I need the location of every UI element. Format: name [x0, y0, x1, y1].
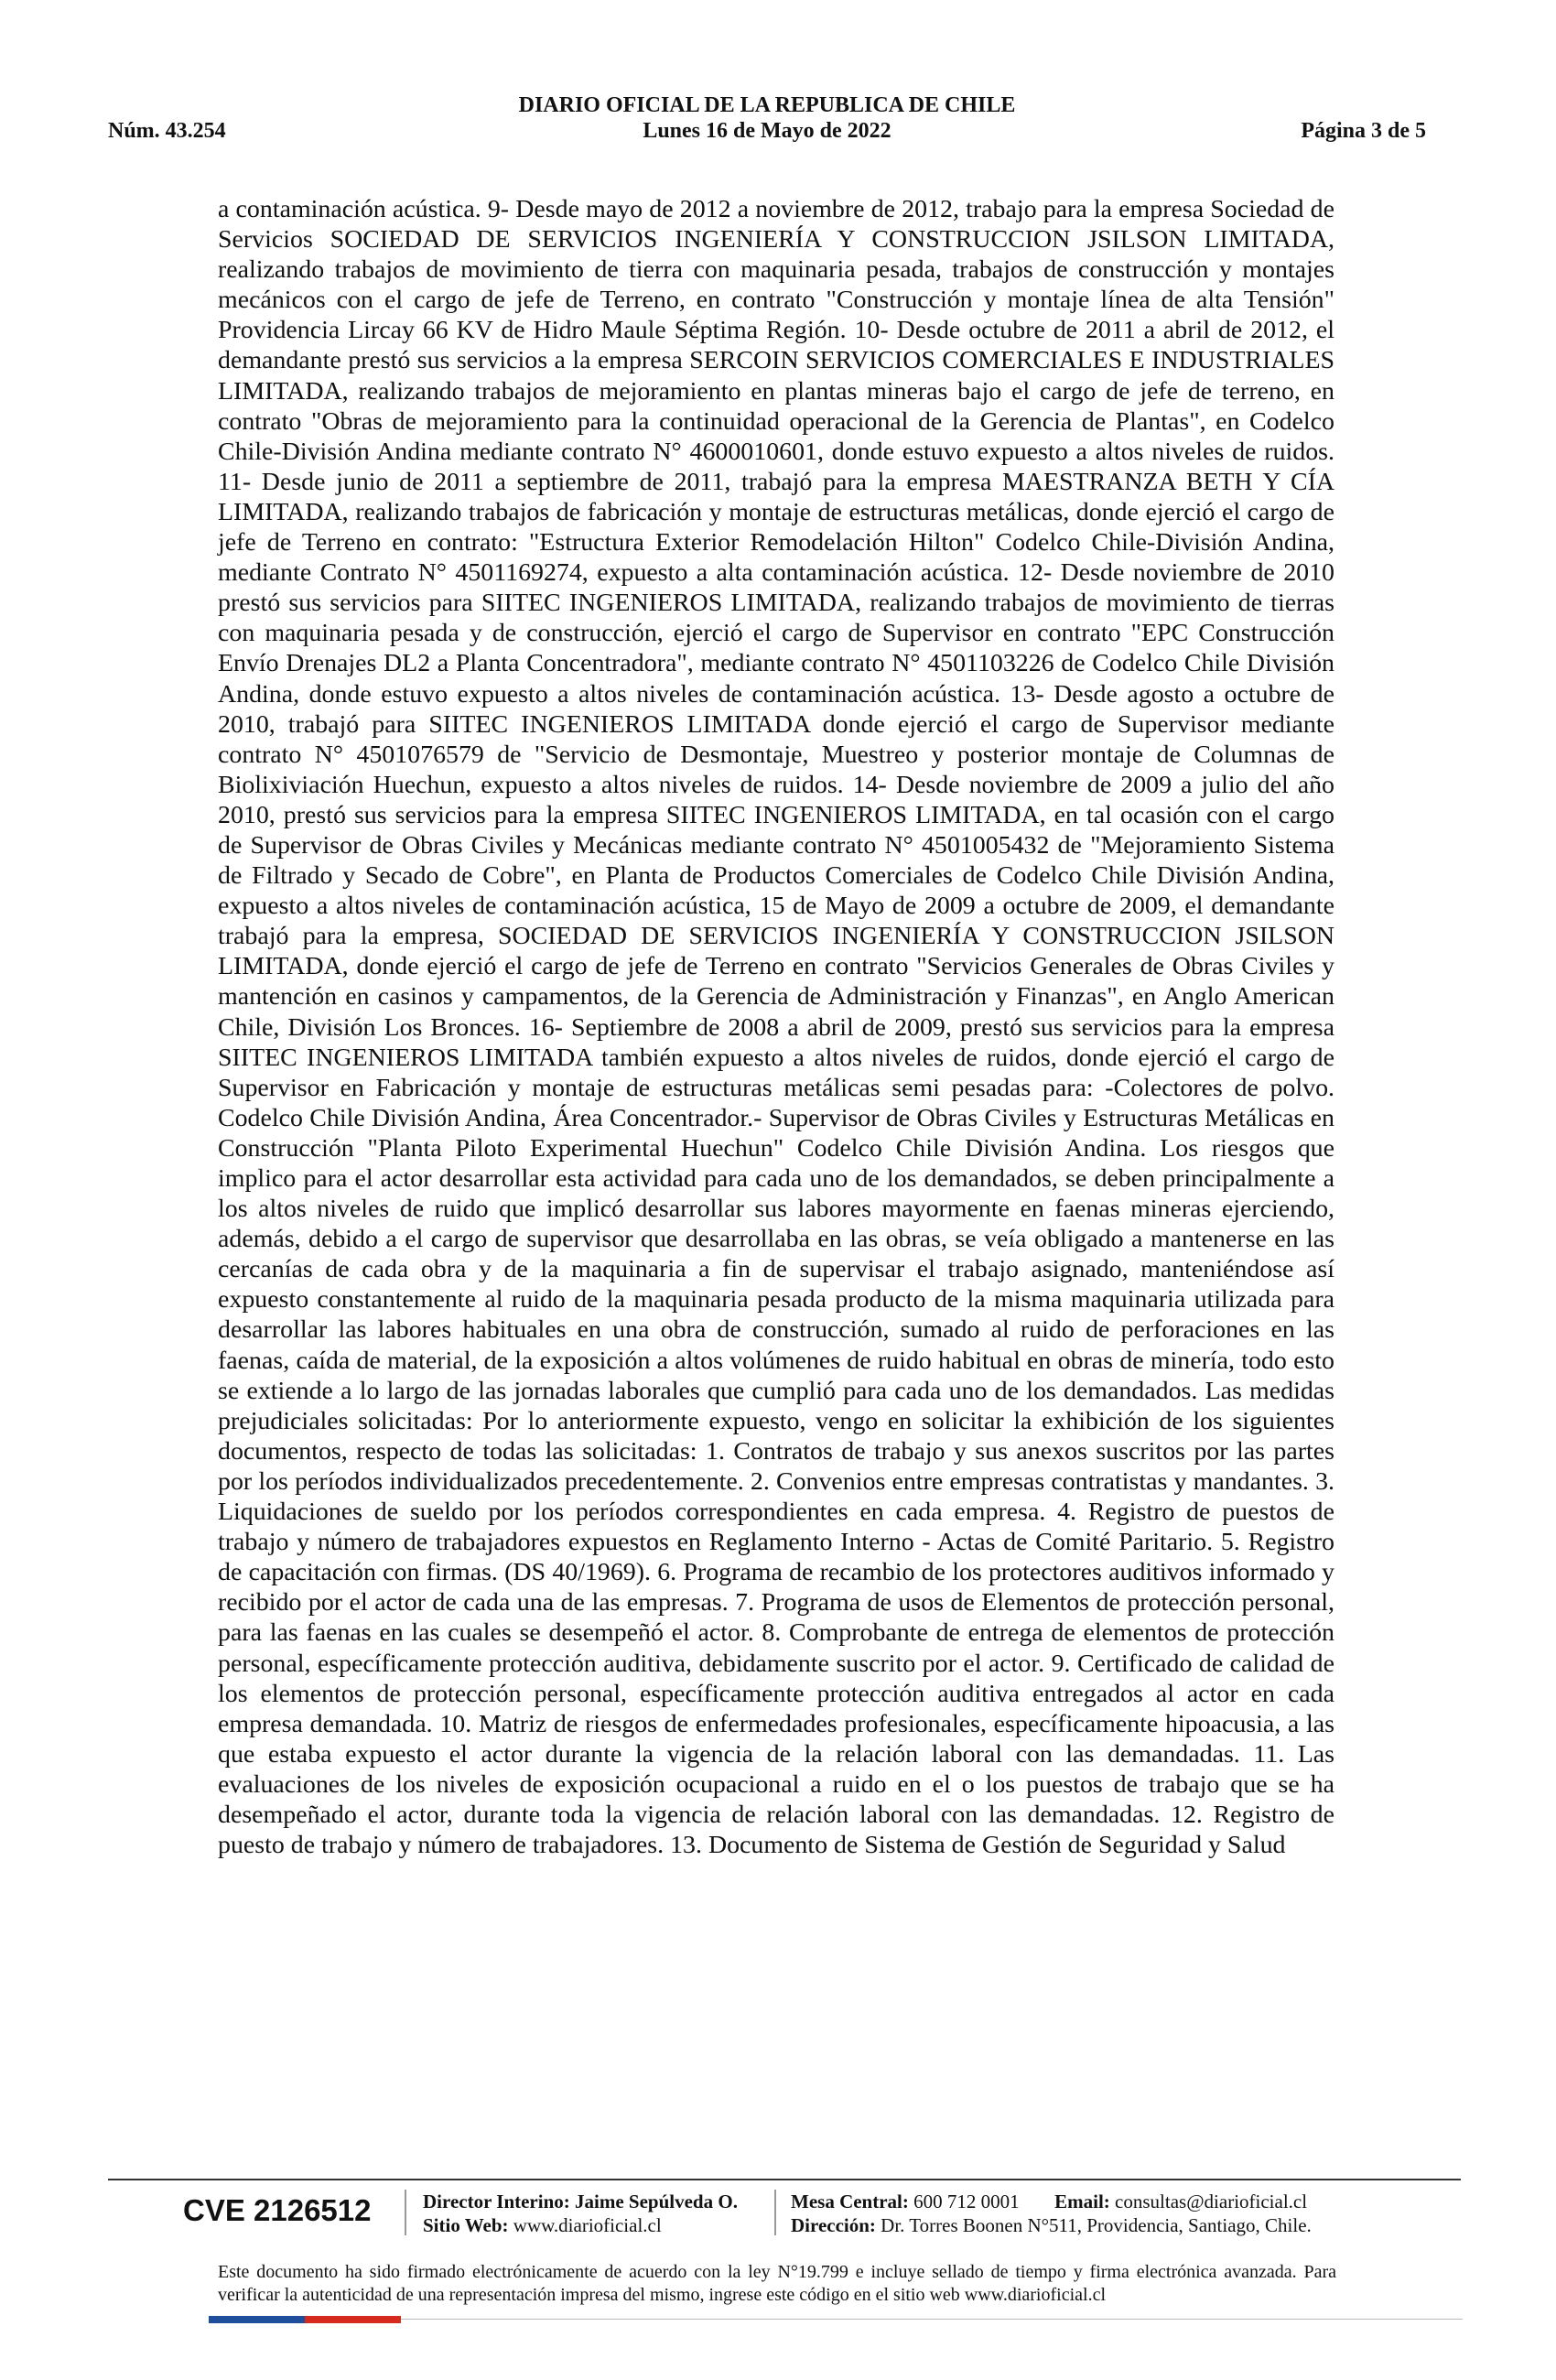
page-footer	[183, 2190, 1464, 2237]
email-label: Email:	[1054, 2191, 1110, 2212]
body-paragraph: a contaminación acústica. 9- Desde mayo de 2012 a noviembre de 2012, trabajo para la empresa Sociedad de Servicios SOCIEDAD DE SERVICIOS INGENIERÍA Y CONSTRUCCION JSILSON LIMITADA, realizando trabajos de movimiento de tierra con maquinaria pesada, trabajos de construcción y montajes mecánicos con el cargo de jefe de Terreno, en contrato "Construcción y montaje línea de alta Tensión" Providencia Lircay 66 KV de Hidro Maule Séptima Región. 10- Desde octubre de 2011 a abril de 2012, el demandante prestó sus servicios a la empresa SERCOIN SERVICIOS COMERCIALES E INDUSTRIALES LIMITADA, realizando trabajos de mejoramiento en plantas mineras bajo el cargo de jefe de terreno, en contrato "Obras de mejoramiento para la continuidad operacional de la Gerencia de Plantas", en Codelco Chile-División Andina mediante contrato N° 4600010601, donde estuvo expuesto a altos niveles de ruidos. 11- Desde junio de 2011 a septiembre de 2011, trabajó para la empresa MAESTRANZA BETH Y CÍA LIMITADA, realizando trabajos de fabricación y montaje de estructuras metálicas, donde ejerció el cargo de jefe de Terreno en contrato: "Estructura Exterior Remodelación Hilton" Codelco Chile-División Andina, mediante Contrato N° 4501169274, expuesto a alta contaminación acústica. 12- Desde noviembre de 2010 prestó sus servicios para SIITEC INGENIEROS LIMITADA, realizando trabajos de movimiento de tierras con maquinaria pesada y de construcción, ejerció el cargo de Supervisor en contrato "EPC Construcción Envío Drenajes DL2 a Planta Concentradora", mediante contrato N° 4501103226 de Codelco Chile División Andina, donde estuvo expuesto a altos niveles de contaminación acústica. 13- Desde agosto a octubre de 2010, trabajó para SIITEC INGENIEROS LIMITADA donde ejerció el cargo de Supervisor mediante contrato N° 4501076579 de "Servicio de Desmontaje, Muestreo y posterior montaje de Columnas de Biolixiviación Huechun, expuesto a altos niveles de ruidos. 14- Desde noviembre de 2009 a julio del año 2010, prestó sus servicios para la empresa SIITEC INGENIEROS LIMITADA, en tal ocasión con el cargo de Supervisor de Obras Civiles y Mecánicas mediante contrato N° 4501005432 de "Mejoramiento Sistema de Filtrado y Secado de Cobre", en Planta de Productos Comerciales de Codelco Chile División Andina, expuesto a altos niveles de contaminación acústica, 15 de Mayo de 2009 a octubre de 2009, el demandante trabajó para la empresa, SOCIEDAD DE SERVICIOS INGENIERÍA Y CONSTRUCCION JSILSON LIMITADA, donde ejerció el cargo de jefe de Terreno en contrato "Servicios Generales de Obras Civiles y mantención en casinos y campamentos, de la Gerencia de Administración y Finanzas", en Anglo American Chile, División Los Bronces. 16- Septiembre de 2008 a abril de 2009, prestó sus servicios para la empresa SIITEC INGENIEROS LIMITADA también expuesto a altos niveles de ruidos, donde ejerció el cargo de Supervisor en Fabricación y montaje de estructuras metálicas semi pesadas para: -Colectores de polvo. Codelco Chile División Andina, Área Concentrador.- Supervisor de Obras Civiles y Estructuras Metálicas en Construcción "Planta Piloto Experimental Huechun" Codelco Chile División Andina. Los riesgos que implico para el actor desarrollar esta actividad para cada uno de los demandados, se deben principalmente a los altos niveles de ruido que implicó desarrollar sus labores mayormente en faenas mineras ejerciendo, además, debido a el cargo de supervisor que desarrollaba en las obras, se veía obligado a mantenerse en las cercanías de cada obra y de la maquinaria a fin de supervisar el trabajo asignado, manteniéndose así expuesto constantemente al ruido de la maquinaria pesada producto de la misma maquinaria utilizada para desarrollar las labores habituales en una obra de construcción, sumado al ruido de perforaciones en las faenas, caída de material, de la exposición a altos volúmenes de ruido habitual en obras de minería, todo esto se extiende a lo largo de las jornadas laborales que cumplió para cada uno de los demandados. Las medidas prejudiciales solicitadas: Por lo anteriormente expuesto, vengo en solicitar la exhibición de los siguientes documentos, respecto de todas las solicitadas: 1. Contratos de trabajo y sus anexos suscritos por las partes por los períodos individualizados precedentemente. 2. Convenios entre empresas contratistas y mandantes. 3. Liquidaciones de sueldo por los períodos correspondientes en cada empresa. 4. Registro de puestos de trabajo y número de trabajadores expuestos en Reglamento Interno - Actas de Comité Paritario. 5. Registro de capacitación con firmas. (DS 40/1969). 6. Programa de recambio de los protectores auditivos informado y recibido por el actor de cada una de las empresas. 7. Programa de usos de Elementos de protección personal, para las faenas en las cuales se desempeñó el actor. 8. Comprobante de entrega de elementos de protección personal, específicamente protección auditiva, debidamente suscrito por el actor. 9. Certificado de calidad de los elementos de protección personal, específicamente protección auditiva entregados al actor en cada empresa demandada. 10. Matriz de riesgos de enfermedades profesionales, específicamente hipoacusia, a las que estaba expuesto el actor durante la vigencia de la relación laboral con las demandadas. 11. Las evaluaciones de los niveles de exposición ocupacional a ruido en el o los puestos de trabajo que se ha desempeñado el actor, durante toda la vigencia de relación laboral con las demandadas. 12. Registro de puesto de trabajo y número de trabajadores. 13. Documento de Sistema de Gestión de Seguridad y Salud	[218, 195, 1334, 1860]
address-label: Dirección:	[791, 2214, 876, 2236]
page-number: Página 3 de 5	[1301, 119, 1426, 143]
publication-title: DIARIO OFICIAL DE LA REPUBLICA DE CHILE	[518, 93, 1016, 117]
cve-code: CVE 2126512	[183, 2193, 372, 2227]
email-link[interactable]: consultas@diarioficial.cl	[1115, 2191, 1308, 2212]
footer-director-block	[423, 2190, 738, 2237]
director-label: Director Interino:	[423, 2191, 570, 2212]
signature-notice: Este documento ha sido firmado electrónicamente de acuerdo con la ley N°19.799 e incluye sellado de tiempo y firma electrónica avanzada. Para verificar la autenticidad de una representación impresa del mismo, ingrese este código en el sitio web www.diarioficial.cl	[218, 2262, 1336, 2305]
issue-date: Lunes 16 de Mayo de 2022	[643, 119, 891, 143]
address-line	[791, 2213, 1312, 2237]
mesa-phone: 600 712 0001	[913, 2191, 1020, 2212]
footer-separator	[774, 2190, 776, 2235]
page-header	[108, 92, 1426, 156]
address-value: Dr. Torres Boonen N°511, Providencia, Santiago, Chile.	[881, 2214, 1312, 2236]
footer-contact-block	[791, 2190, 1312, 2237]
website-link[interactable]: www.diarioficial.cl	[513, 2214, 662, 2236]
director-name: Jaime Sepúlveda O.	[575, 2191, 738, 2212]
website-label: Sitio Web:	[423, 2214, 509, 2236]
flag-stripe-blue	[209, 2316, 305, 2323]
footer-bottom-line	[401, 2319, 1463, 2320]
mesa-label: Mesa Central:	[791, 2191, 909, 2212]
footer-separator	[405, 2190, 406, 2235]
footer-divider	[108, 2179, 1461, 2180]
issue-number: Núm. 43.254	[108, 119, 226, 143]
director-line	[423, 2190, 738, 2213]
flag-stripe-red	[305, 2316, 401, 2323]
website-line	[423, 2213, 738, 2237]
contact-line	[791, 2190, 1312, 2213]
flag-stripe	[209, 2316, 401, 2323]
